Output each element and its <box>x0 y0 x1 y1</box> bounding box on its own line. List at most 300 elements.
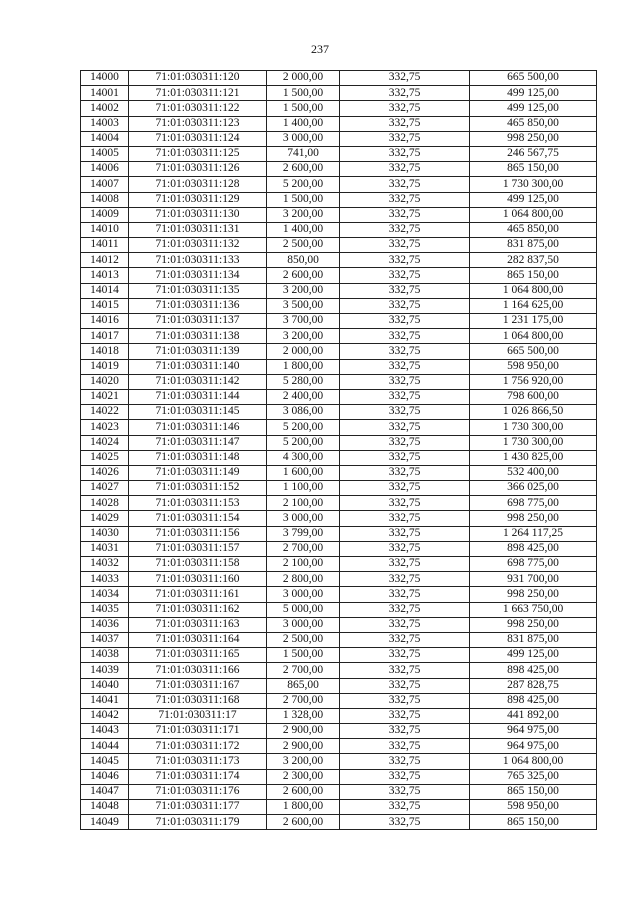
table-row <box>81 314 597 329</box>
row-number-cell: 14000 <box>81 71 129 86</box>
table-row <box>81 207 597 222</box>
area-cell: 2 400,00 <box>267 389 340 404</box>
rate-cell: 332,75 <box>340 815 470 830</box>
cadastral-number-cell: 71:01:030311:163 <box>129 617 267 632</box>
rate-cell: 332,75 <box>340 268 470 283</box>
rate-cell: 332,75 <box>340 101 470 116</box>
cadastral-number-cell: 71:01:030311:130 <box>129 207 267 222</box>
cadastral-number-cell: 71:01:030311:120 <box>129 71 267 86</box>
table-row <box>81 162 597 177</box>
area-cell: 3 000,00 <box>267 511 340 526</box>
amount-cell: 1 164 625,00 <box>470 298 597 313</box>
table-row <box>81 511 597 526</box>
cadastral-number-cell: 71:01:030311:171 <box>129 724 267 739</box>
table-body <box>81 71 597 830</box>
row-number-cell: 14033 <box>81 572 129 587</box>
table-row <box>81 465 597 480</box>
area-cell: 5 200,00 <box>267 420 340 435</box>
rate-cell: 332,75 <box>340 632 470 647</box>
area-cell: 741,00 <box>267 146 340 161</box>
amount-cell: 998 250,00 <box>470 131 597 146</box>
cadastral-number-cell: 71:01:030311:167 <box>129 678 267 693</box>
cadastral-number-cell: 71:01:030311:139 <box>129 344 267 359</box>
cadastral-number-cell: 71:01:030311:126 <box>129 162 267 177</box>
table-row <box>81 815 597 830</box>
cadastral-number-cell: 71:01:030311:168 <box>129 693 267 708</box>
cadastral-number-cell: 71:01:030311:154 <box>129 511 267 526</box>
table-row <box>81 541 597 556</box>
row-number-cell: 14006 <box>81 162 129 177</box>
row-number-cell: 14037 <box>81 632 129 647</box>
row-number-cell: 14044 <box>81 739 129 754</box>
area-cell: 3 500,00 <box>267 298 340 313</box>
amount-cell: 698 775,00 <box>470 496 597 511</box>
area-cell: 5 200,00 <box>267 177 340 192</box>
rate-cell: 332,75 <box>340 708 470 723</box>
row-number-cell: 14029 <box>81 511 129 526</box>
table-row <box>81 253 597 268</box>
cadastral-number-cell: 71:01:030311:164 <box>129 632 267 647</box>
amount-cell: 698 775,00 <box>470 557 597 572</box>
rate-cell: 332,75 <box>340 192 470 207</box>
area-cell: 3 200,00 <box>267 283 340 298</box>
row-number-cell: 14013 <box>81 268 129 283</box>
table-row <box>81 192 597 207</box>
cadastral-number-cell: 71:01:030311:124 <box>129 131 267 146</box>
cadastral-number-cell: 71:01:030311:121 <box>129 86 267 101</box>
table-row <box>81 435 597 450</box>
table-row <box>81 632 597 647</box>
area-cell: 2 700,00 <box>267 663 340 678</box>
table-row <box>81 177 597 192</box>
row-number-cell: 14028 <box>81 496 129 511</box>
amount-cell: 1 430 825,00 <box>470 450 597 465</box>
table-row <box>81 784 597 799</box>
cadastral-number-cell: 71:01:030311:17 <box>129 708 267 723</box>
amount-cell: 665 500,00 <box>470 344 597 359</box>
row-number-cell: 14009 <box>81 207 129 222</box>
amount-cell: 287 828,75 <box>470 678 597 693</box>
row-number-cell: 14045 <box>81 754 129 769</box>
row-number-cell: 14010 <box>81 222 129 237</box>
amount-cell: 1 730 300,00 <box>470 177 597 192</box>
table-row <box>81 222 597 237</box>
row-number-cell: 14042 <box>81 708 129 723</box>
row-number-cell: 14018 <box>81 344 129 359</box>
rate-cell: 332,75 <box>340 784 470 799</box>
rate-cell: 332,75 <box>340 374 470 389</box>
row-number-cell: 14031 <box>81 541 129 556</box>
cadastral-number-cell: 71:01:030311:145 <box>129 405 267 420</box>
amount-cell: 931 700,00 <box>470 572 597 587</box>
amount-cell: 998 250,00 <box>470 617 597 632</box>
row-number-cell: 14021 <box>81 389 129 404</box>
area-cell: 2 600,00 <box>267 784 340 799</box>
cadastral-number-cell: 71:01:030311:179 <box>129 815 267 830</box>
cadastral-number-cell: 71:01:030311:134 <box>129 268 267 283</box>
amount-cell: 598 950,00 <box>470 800 597 815</box>
cadastral-number-cell: 71:01:030311:122 <box>129 101 267 116</box>
rate-cell: 332,75 <box>340 344 470 359</box>
area-cell: 2 900,00 <box>267 739 340 754</box>
cadastral-number-cell: 71:01:030311:149 <box>129 465 267 480</box>
area-cell: 2 500,00 <box>267 632 340 647</box>
table-row <box>81 754 597 769</box>
row-number-cell: 14011 <box>81 238 129 253</box>
rate-cell: 332,75 <box>340 177 470 192</box>
rate-cell: 332,75 <box>340 435 470 450</box>
area-cell: 1 500,00 <box>267 101 340 116</box>
rate-cell: 332,75 <box>340 496 470 511</box>
row-number-cell: 14014 <box>81 283 129 298</box>
table-row <box>81 101 597 116</box>
table-row <box>81 329 597 344</box>
amount-cell: 499 125,00 <box>470 192 597 207</box>
area-cell: 1 400,00 <box>267 222 340 237</box>
area-cell: 1 500,00 <box>267 648 340 663</box>
amount-cell: 964 975,00 <box>470 739 597 754</box>
rate-cell: 332,75 <box>340 389 470 404</box>
cadastral-number-cell: 71:01:030311:158 <box>129 557 267 572</box>
rate-cell: 332,75 <box>340 724 470 739</box>
rate-cell: 332,75 <box>340 739 470 754</box>
amount-cell: 532 400,00 <box>470 465 597 480</box>
area-cell: 1 800,00 <box>267 800 340 815</box>
rate-cell: 332,75 <box>340 116 470 131</box>
cadastral-number-cell: 71:01:030311:138 <box>129 329 267 344</box>
amount-cell: 499 125,00 <box>470 86 597 101</box>
amount-cell: 366 025,00 <box>470 481 597 496</box>
row-number-cell: 14007 <box>81 177 129 192</box>
amount-cell: 865 150,00 <box>470 784 597 799</box>
row-number-cell: 14043 <box>81 724 129 739</box>
amount-cell: 665 500,00 <box>470 71 597 86</box>
table-row <box>81 708 597 723</box>
table-row <box>81 146 597 161</box>
page-number: 237 <box>311 42 329 56</box>
cadastral-number-cell: 71:01:030311:128 <box>129 177 267 192</box>
row-number-cell: 14048 <box>81 800 129 815</box>
amount-cell: 246 567,75 <box>470 146 597 161</box>
table-row <box>81 496 597 511</box>
table-row <box>81 769 597 784</box>
cadastral-number-cell: 71:01:030311:146 <box>129 420 267 435</box>
rate-cell: 332,75 <box>340 678 470 693</box>
amount-cell: 465 850,00 <box>470 222 597 237</box>
area-cell: 3 200,00 <box>267 754 340 769</box>
amount-cell: 998 250,00 <box>470 587 597 602</box>
rate-cell: 332,75 <box>340 238 470 253</box>
rate-cell: 332,75 <box>340 481 470 496</box>
rate-cell: 332,75 <box>340 253 470 268</box>
rate-cell: 332,75 <box>340 769 470 784</box>
cadastral-number-cell: 71:01:030311:157 <box>129 541 267 556</box>
area-cell: 1 328,00 <box>267 708 340 723</box>
area-cell: 1 800,00 <box>267 359 340 374</box>
area-cell: 2 600,00 <box>267 815 340 830</box>
cadastral-number-cell: 71:01:030311:129 <box>129 192 267 207</box>
rate-cell: 332,75 <box>340 617 470 632</box>
row-number-cell: 14046 <box>81 769 129 784</box>
row-number-cell: 14019 <box>81 359 129 374</box>
area-cell: 1 400,00 <box>267 116 340 131</box>
amount-cell: 1 730 300,00 <box>470 435 597 450</box>
rate-cell: 332,75 <box>340 314 470 329</box>
table-row <box>81 71 597 86</box>
cadastral-number-cell: 71:01:030311:136 <box>129 298 267 313</box>
area-cell: 1 500,00 <box>267 86 340 101</box>
row-number-cell: 14015 <box>81 298 129 313</box>
amount-cell: 282 837,50 <box>470 253 597 268</box>
cadastral-number-cell: 71:01:030311:133 <box>129 253 267 268</box>
table-row <box>81 283 597 298</box>
table-row <box>81 617 597 632</box>
amount-cell: 1 730 300,00 <box>470 420 597 435</box>
cadastral-number-cell: 71:01:030311:152 <box>129 481 267 496</box>
amount-cell: 1 064 800,00 <box>470 207 597 222</box>
rate-cell: 332,75 <box>340 693 470 708</box>
cadastral-number-cell: 71:01:030311:140 <box>129 359 267 374</box>
table-row <box>81 86 597 101</box>
table-row <box>81 557 597 572</box>
area-cell: 2 500,00 <box>267 238 340 253</box>
area-cell: 3 200,00 <box>267 207 340 222</box>
cadastral-number-cell: 71:01:030311:123 <box>129 116 267 131</box>
row-number-cell: 14030 <box>81 526 129 541</box>
cadastral-number-cell: 71:01:030311:165 <box>129 648 267 663</box>
table-row <box>81 693 597 708</box>
table-row <box>81 739 597 754</box>
amount-cell: 898 425,00 <box>470 693 597 708</box>
rate-cell: 332,75 <box>340 359 470 374</box>
table-row <box>81 374 597 389</box>
cadastral-number-cell: 71:01:030311:166 <box>129 663 267 678</box>
table-row <box>81 268 597 283</box>
table-row <box>81 344 597 359</box>
area-cell: 2 100,00 <box>267 557 340 572</box>
area-cell: 3 700,00 <box>267 314 340 329</box>
amount-cell: 465 850,00 <box>470 116 597 131</box>
rate-cell: 332,75 <box>340 131 470 146</box>
amount-cell: 1 264 117,25 <box>470 526 597 541</box>
table-row <box>81 572 597 587</box>
area-cell: 2 000,00 <box>267 71 340 86</box>
table-row <box>81 238 597 253</box>
area-cell: 3 000,00 <box>267 617 340 632</box>
row-number-cell: 14016 <box>81 314 129 329</box>
amount-cell: 1 231 175,00 <box>470 314 597 329</box>
cadastral-number-cell: 71:01:030311:161 <box>129 587 267 602</box>
area-cell: 3 086,00 <box>267 405 340 420</box>
amount-cell: 831 875,00 <box>470 238 597 253</box>
rate-cell: 332,75 <box>340 465 470 480</box>
rate-cell: 332,75 <box>340 754 470 769</box>
table-row <box>81 481 597 496</box>
rate-cell: 332,75 <box>340 283 470 298</box>
rate-cell: 332,75 <box>340 602 470 617</box>
amount-cell: 831 875,00 <box>470 632 597 647</box>
table-row <box>81 602 597 617</box>
row-number-cell: 14047 <box>81 784 129 799</box>
table-row <box>81 298 597 313</box>
area-cell: 2 600,00 <box>267 162 340 177</box>
amount-cell: 798 600,00 <box>470 389 597 404</box>
area-cell: 5 000,00 <box>267 602 340 617</box>
cadastral-number-cell: 71:01:030311:153 <box>129 496 267 511</box>
cadastral-number-cell: 71:01:030311:131 <box>129 222 267 237</box>
amount-cell: 499 125,00 <box>470 101 597 116</box>
area-cell: 1 600,00 <box>267 465 340 480</box>
cadastral-number-cell: 71:01:030311:162 <box>129 602 267 617</box>
amount-cell: 865 150,00 <box>470 162 597 177</box>
rate-cell: 332,75 <box>340 86 470 101</box>
row-number-cell: 14020 <box>81 374 129 389</box>
rate-cell: 332,75 <box>340 557 470 572</box>
amount-cell: 964 975,00 <box>470 724 597 739</box>
area-cell: 850,00 <box>267 253 340 268</box>
cadastral-number-cell: 71:01:030311:132 <box>129 238 267 253</box>
table-row <box>81 359 597 374</box>
area-cell: 2 300,00 <box>267 769 340 784</box>
amount-cell: 1 064 800,00 <box>470 754 597 769</box>
cadastral-number-cell: 71:01:030311:160 <box>129 572 267 587</box>
amount-cell: 898 425,00 <box>470 541 597 556</box>
amount-cell: 1 756 920,00 <box>470 374 597 389</box>
row-number-cell: 14027 <box>81 481 129 496</box>
rate-cell: 332,75 <box>340 800 470 815</box>
cadastral-number-cell: 71:01:030311:174 <box>129 769 267 784</box>
row-number-cell: 14049 <box>81 815 129 830</box>
row-number-cell: 14026 <box>81 465 129 480</box>
row-number-cell: 14005 <box>81 146 129 161</box>
table-row <box>81 405 597 420</box>
rate-cell: 332,75 <box>340 572 470 587</box>
rate-cell: 332,75 <box>340 541 470 556</box>
rate-cell: 332,75 <box>340 298 470 313</box>
row-number-cell: 14002 <box>81 101 129 116</box>
area-cell: 5 280,00 <box>267 374 340 389</box>
rate-cell: 332,75 <box>340 222 470 237</box>
area-cell: 1 100,00 <box>267 481 340 496</box>
row-number-cell: 14017 <box>81 329 129 344</box>
row-number-cell: 14004 <box>81 131 129 146</box>
rate-cell: 332,75 <box>340 587 470 602</box>
cadastral-number-cell: 71:01:030311:176 <box>129 784 267 799</box>
area-cell: 2 800,00 <box>267 572 340 587</box>
row-number-cell: 14041 <box>81 693 129 708</box>
row-number-cell: 14032 <box>81 557 129 572</box>
amount-cell: 598 950,00 <box>470 359 597 374</box>
amount-cell: 865 150,00 <box>470 268 597 283</box>
row-number-cell: 14001 <box>81 86 129 101</box>
table-row <box>81 678 597 693</box>
amount-cell: 898 425,00 <box>470 663 597 678</box>
area-cell: 2 700,00 <box>267 693 340 708</box>
row-number-cell: 14025 <box>81 450 129 465</box>
table-row <box>81 800 597 815</box>
area-cell: 4 300,00 <box>267 450 340 465</box>
rate-cell: 332,75 <box>340 207 470 222</box>
rate-cell: 332,75 <box>340 663 470 678</box>
amount-cell: 998 250,00 <box>470 511 597 526</box>
row-number-cell: 14034 <box>81 587 129 602</box>
row-number-cell: 14023 <box>81 420 129 435</box>
cadastral-number-cell: 71:01:030311:177 <box>129 800 267 815</box>
rate-cell: 332,75 <box>340 420 470 435</box>
area-cell: 3 000,00 <box>267 131 340 146</box>
table-row <box>81 116 597 131</box>
row-number-cell: 14024 <box>81 435 129 450</box>
row-number-cell: 14040 <box>81 678 129 693</box>
row-number-cell: 14022 <box>81 405 129 420</box>
row-number-cell: 14012 <box>81 253 129 268</box>
area-cell: 3 799,00 <box>267 526 340 541</box>
area-cell: 5 200,00 <box>267 435 340 450</box>
cadastral-number-cell: 71:01:030311:147 <box>129 435 267 450</box>
area-cell: 3 200,00 <box>267 329 340 344</box>
table-row <box>81 648 597 663</box>
row-number-cell: 14003 <box>81 116 129 131</box>
row-number-cell: 14039 <box>81 663 129 678</box>
rate-cell: 332,75 <box>340 450 470 465</box>
area-cell: 2 600,00 <box>267 268 340 283</box>
area-cell: 2 700,00 <box>267 541 340 556</box>
area-cell: 3 000,00 <box>267 587 340 602</box>
amount-cell: 1 064 800,00 <box>470 283 597 298</box>
row-number-cell: 14036 <box>81 617 129 632</box>
rate-cell: 332,75 <box>340 648 470 663</box>
cadastral-number-cell: 71:01:030311:148 <box>129 450 267 465</box>
cadastral-number-cell: 71:01:030311:137 <box>129 314 267 329</box>
row-number-cell: 14035 <box>81 602 129 617</box>
amount-cell: 499 125,00 <box>470 648 597 663</box>
amount-cell: 441 892,00 <box>470 708 597 723</box>
area-cell: 2 000,00 <box>267 344 340 359</box>
rate-cell: 332,75 <box>340 405 470 420</box>
amount-cell: 1 663 750,00 <box>470 602 597 617</box>
amount-cell: 865 150,00 <box>470 815 597 830</box>
row-number-cell: 14008 <box>81 192 129 207</box>
cadastral-number-cell: 71:01:030311:144 <box>129 389 267 404</box>
land-plot-table <box>80 70 597 830</box>
area-cell: 2 100,00 <box>267 496 340 511</box>
row-number-cell: 14038 <box>81 648 129 663</box>
table-row <box>81 663 597 678</box>
cadastral-number-cell: 71:01:030311:142 <box>129 374 267 389</box>
cadastral-number-cell: 71:01:030311:156 <box>129 526 267 541</box>
table-row <box>81 724 597 739</box>
table-row <box>81 389 597 404</box>
rate-cell: 332,75 <box>340 329 470 344</box>
table-row <box>81 526 597 541</box>
amount-cell: 1 026 866,50 <box>470 405 597 420</box>
cadastral-number-cell: 71:01:030311:135 <box>129 283 267 298</box>
rate-cell: 332,75 <box>340 162 470 177</box>
table-row <box>81 587 597 602</box>
cadastral-number-cell: 71:01:030311:125 <box>129 146 267 161</box>
cadastral-number-cell: 71:01:030311:173 <box>129 754 267 769</box>
rate-cell: 332,75 <box>340 71 470 86</box>
amount-cell: 765 325,00 <box>470 769 597 784</box>
table-row <box>81 131 597 146</box>
cadastral-number-cell: 71:01:030311:172 <box>129 739 267 754</box>
area-cell: 865,00 <box>267 678 340 693</box>
table-row <box>81 420 597 435</box>
rate-cell: 332,75 <box>340 146 470 161</box>
area-cell: 2 900,00 <box>267 724 340 739</box>
area-cell: 1 500,00 <box>267 192 340 207</box>
amount-cell: 1 064 800,00 <box>470 329 597 344</box>
